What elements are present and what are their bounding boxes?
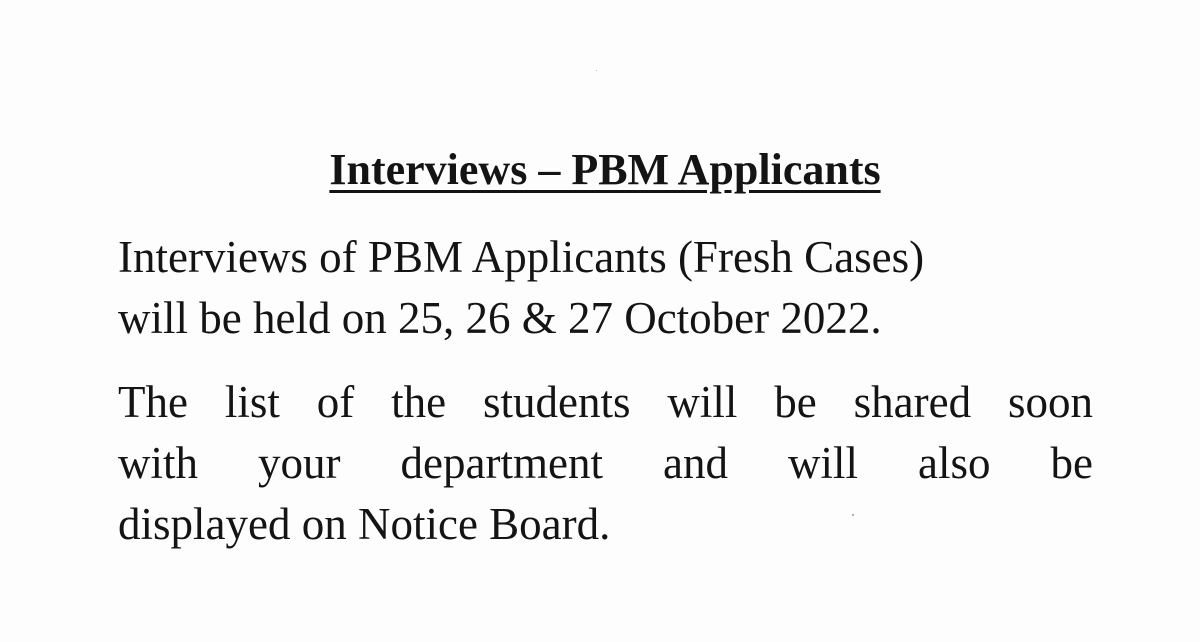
paragraph-line: Interviews of PBM Applicants (Fresh Cases) (118, 232, 925, 282)
notice-title-text: Interviews – PBM Applicants (329, 145, 881, 194)
paragraph-line: displayed on Notice Board. (118, 499, 611, 549)
scan-speck (596, 70, 597, 71)
scan-speck (852, 514, 854, 516)
paragraph-line: with your department and will also be (118, 438, 1093, 488)
paragraph-line: The list of the students will be shared soon (118, 377, 1093, 427)
notice-paragraph-dates (118, 227, 1093, 349)
paragraph-line: will be held on 25, 26 & 27 October 2022. (118, 293, 882, 343)
notice-paragraph-list (118, 372, 1093, 555)
notice-title (0, 144, 1200, 196)
